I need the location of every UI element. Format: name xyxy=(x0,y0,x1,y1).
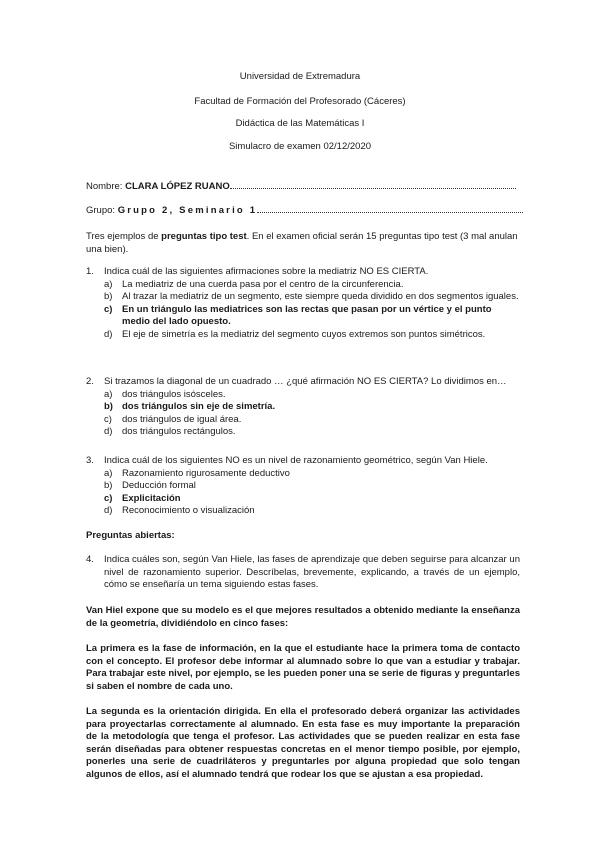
question-text: Si trazamos la diagonal de un cuadrado … ¿qué afirmación NO ES CIERTA? Lo dividimos en… xyxy=(104,376,507,387)
name-value: CLARA LÓPEZ RUANO xyxy=(125,181,230,192)
option-text: La mediatriz de una cuerda pasa por el centro de la circunferencia. xyxy=(122,278,404,290)
option xyxy=(86,389,520,402)
open-questions-title: Preguntas abiertas: xyxy=(86,530,175,541)
question-text: Indica cuál de las siguientes afirmaciones sobre la mediatriz NO ES CIERTA. xyxy=(104,266,429,277)
option-text: Deducción formal xyxy=(122,480,196,492)
option-text: Reconocimiento o visualización xyxy=(122,505,255,517)
name-dotted-line xyxy=(230,180,516,189)
question-2 xyxy=(86,376,520,439)
name-label: Nombre: xyxy=(86,181,123,192)
university-title: Universidad de Extremadura xyxy=(239,71,361,82)
question-number: 1. xyxy=(86,266,94,277)
option xyxy=(86,505,520,518)
option-text: dos triángulos rectángulos. xyxy=(122,426,236,438)
option-selected xyxy=(86,401,520,414)
option-letter: b) xyxy=(104,401,113,413)
option-text: Explicitación xyxy=(122,492,181,504)
option-text: Al trazar la mediatriz de un segmento, este siempre queda dividido en dos segmentos iguales. xyxy=(122,291,519,303)
answer-paragraph-3: La segunda es la orientación dirigida. En ella el profesorado deberá organizar las actividades para proyectarlas correctamente al alumnado. En esta fase es muy importante la preparación de la metodología que tenga el profesor. Las actividades que se pueden realizar en esta fase serán diseñadas para obtener respuestas concretas en el menor tiempo posible, por ejemplo, ponerles una serie de cuadriláteros y preguntarles por alguna propiedad que solo tengan algunos de ellos, así el alumnado tendrá que rodear los que se ajustan a esa propiedad. xyxy=(86,706,520,780)
question-text: Indica cuál de los siguientes NO es un nivel de razonamiento geométrico, según Van Hiele. xyxy=(104,455,488,466)
option xyxy=(86,329,520,342)
option-letter: c) xyxy=(104,492,113,504)
option-text: El eje de simetría es la mediatriz del segmento cuyos extremos son puntos simétricos. xyxy=(122,328,486,340)
option-letter: b) xyxy=(104,291,113,303)
answer-paragraph-1: Van Hiel expone que su modelo es el que mejores resultados a obtenido mediante la enseñanza de la geometría, dividiéndolo en cinco fases: xyxy=(86,605,520,629)
option-letter: d) xyxy=(104,505,113,517)
option xyxy=(86,426,520,439)
option-text: Razonamiento rigurosamente deductivo xyxy=(122,467,290,479)
group-value: Grupo 2, Seminario 1 xyxy=(117,205,258,216)
option-text: En un triángulo las mediatrices son las rectas que pasan por un vértice y el punto medio del lado opuesto. xyxy=(122,303,492,328)
option-letter: a) xyxy=(104,278,113,290)
option xyxy=(86,279,520,292)
option-letter: c) xyxy=(104,303,113,315)
option-letter: a) xyxy=(104,388,113,400)
option-letter: c) xyxy=(104,413,112,425)
option xyxy=(86,414,520,427)
option-selected xyxy=(86,304,520,329)
course-title: Didáctica de las Matemáticas I xyxy=(235,118,365,129)
intro-text-b: . En el examen oficial serán 15 preguntas tipo test (3 mal anulan una bien). xyxy=(86,231,518,255)
group-dotted-line xyxy=(257,204,523,213)
option-letter: d) xyxy=(104,426,113,438)
option-text: dos triángulos sin eje de simetría. xyxy=(122,401,276,413)
exam-title: Simulacro de examen 02/12/2020 xyxy=(228,141,372,152)
question-1 xyxy=(86,266,520,342)
group-line xyxy=(86,204,523,216)
intro-paragraph xyxy=(86,231,520,256)
option xyxy=(86,468,520,481)
name-line xyxy=(86,180,516,192)
option-text: dos triángulos de igual área. xyxy=(122,413,242,425)
option-letter: a) xyxy=(104,467,113,479)
question-text: Indica cuáles son, según Van Hiele, las fases de aprendizaje que deben seguirse para alcanzar un nivel de razonamiento superior. Descríbelas, brevemente, explicando, a través de un ejemplo, cómo se enseñaría un tema siguiendo estas fases. xyxy=(104,554,520,591)
question-3 xyxy=(86,455,520,518)
intro-text-bold: preguntas tipo test xyxy=(161,231,247,242)
faculty-title: Facultad de Formación del Profesorado (Cáceres) xyxy=(194,96,406,107)
option-letter: d) xyxy=(104,328,113,340)
group-label: Grupo: xyxy=(86,205,116,216)
intro-text-a: Tres ejemplos de xyxy=(86,231,162,242)
option-text: dos triángulos isósceles. xyxy=(122,388,226,400)
option xyxy=(86,291,520,304)
option-selected xyxy=(86,493,520,506)
answer-paragraph-2: La primera es la fase de información, en la que el estudiante hace la primera toma de contacto con el concepto. El profesor debe informar al alumnado sobre lo que van a estudiar y trabajar. Para trabajar este nivel, por ejemplo, se les pueden poner una se serie de figuras y preguntarles si saben el nombre de cada uno. xyxy=(86,643,520,692)
option xyxy=(86,480,520,493)
option-letter: b) xyxy=(104,480,113,492)
question-number: 4. xyxy=(86,554,94,565)
question-number: 3. xyxy=(86,455,94,466)
question-number: 2. xyxy=(86,376,94,387)
question-4 xyxy=(86,554,520,592)
